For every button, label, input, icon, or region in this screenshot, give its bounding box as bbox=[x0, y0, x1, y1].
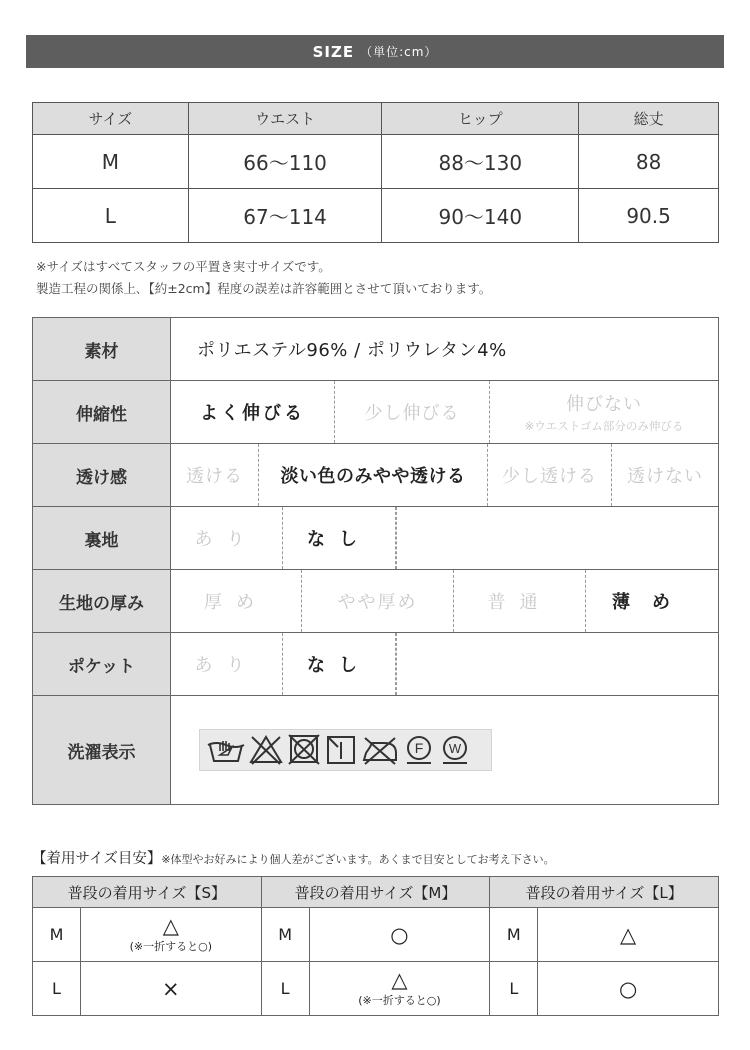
fit-mark: ○ bbox=[390, 922, 409, 947]
fit-mark: △ bbox=[162, 914, 179, 938]
sheer-option-light-colors: 淡い色のみやや透ける bbox=[259, 444, 488, 506]
fit-header-m: 普段の着用サイズ【M】 bbox=[261, 877, 490, 908]
row-lining bbox=[33, 507, 719, 570]
fit-title-text: 【着用サイズ目安】 bbox=[32, 851, 162, 867]
fit-cell-l bbox=[538, 908, 719, 962]
header-hip: ヒップ bbox=[382, 103, 579, 135]
cell-waist: 66〜110 bbox=[188, 135, 382, 189]
sheer-option-none: 透けない bbox=[627, 466, 703, 487]
fit-guide-title bbox=[32, 847, 555, 868]
pocket-empty bbox=[396, 633, 718, 695]
table-row bbox=[33, 908, 719, 962]
fit-mark: × bbox=[161, 976, 180, 1001]
hand-wash-40-icon bbox=[206, 733, 246, 767]
thickness-option-thin: 薄め bbox=[612, 592, 692, 613]
row-pocket bbox=[33, 633, 719, 696]
fit-cell-m bbox=[309, 908, 490, 962]
sheer-option-sheer: 透ける bbox=[171, 444, 259, 506]
row-stretch bbox=[33, 381, 719, 444]
size-banner-title: SIZE bbox=[312, 42, 355, 61]
row-material bbox=[33, 318, 719, 381]
fit-size: M bbox=[33, 908, 81, 962]
table-row bbox=[33, 189, 719, 243]
wet-clean-w-icon bbox=[438, 733, 472, 767]
header-length: 総丈 bbox=[579, 103, 719, 135]
fit-mark: ○ bbox=[618, 976, 638, 1001]
lining-option-yes: あり bbox=[171, 507, 283, 569]
row-wash bbox=[33, 696, 719, 805]
thickness-option-thick: 厚め bbox=[171, 570, 302, 632]
cell-size: M bbox=[33, 135, 189, 189]
stretch-option-none-label: 伸びない bbox=[566, 394, 642, 415]
fit-header-s: 普段の着用サイズ【S】 bbox=[33, 877, 262, 908]
fit-note: ※体型やお好みにより個人差がございます。あくまで目安としてお考え下さい。 bbox=[161, 853, 555, 866]
size-banner bbox=[26, 35, 724, 68]
sheer-label: 透け感 bbox=[33, 444, 171, 507]
header-size: サイズ bbox=[33, 103, 189, 135]
row-sheer bbox=[33, 444, 719, 507]
cell-length: 90.5 bbox=[579, 189, 719, 243]
dry-clean-f-icon bbox=[402, 733, 436, 767]
size-table bbox=[32, 102, 719, 243]
no-iron-icon bbox=[360, 733, 400, 767]
wash-label-header: 洗濯表示 bbox=[33, 696, 171, 805]
lining-label: 裏地 bbox=[33, 507, 171, 570]
note-line: 製造工程の関係上､【約±2cm】程度の誤差は許容範囲とさせて頂いております。 bbox=[36, 281, 492, 296]
pocket-label: ポケット bbox=[33, 633, 171, 696]
size-banner-unit: （単位:cm） bbox=[360, 45, 438, 59]
lining-empty bbox=[396, 507, 718, 569]
cell-length: 88 bbox=[579, 135, 719, 189]
fit-table bbox=[32, 876, 719, 1016]
svg-text:W: W bbox=[448, 741, 462, 756]
fit-header-l: 普段の着用サイズ【L】 bbox=[490, 877, 719, 908]
fit-size: L bbox=[261, 962, 309, 1016]
material-value: ポリエステル96% / ポリウレタン4% bbox=[197, 340, 507, 361]
fit-size: M bbox=[490, 908, 538, 962]
fit-size: M bbox=[261, 908, 309, 962]
fit-table-header bbox=[33, 877, 719, 908]
fit-cell-m bbox=[309, 962, 490, 1016]
fit-size: L bbox=[490, 962, 538, 1016]
fit-mark: △ bbox=[391, 968, 408, 992]
header-waist: ウエスト bbox=[188, 103, 382, 135]
no-tumble-dry-icon bbox=[286, 733, 322, 767]
fit-cell-note: (※一折すると○) bbox=[358, 994, 441, 1007]
stretch-option-none bbox=[490, 381, 718, 443]
stretch-option-very: よく伸びる bbox=[171, 381, 335, 443]
stretch-option-slight: 少し伸びる bbox=[335, 381, 490, 443]
thickness-label: 生地の厚み bbox=[33, 570, 171, 633]
table-row bbox=[33, 962, 719, 1016]
cell-size: L bbox=[33, 189, 189, 243]
fit-cell-l bbox=[538, 962, 719, 1016]
material-label: 素材 bbox=[33, 318, 171, 381]
svg-text:F: F bbox=[414, 740, 424, 756]
line-dry-shade-icon bbox=[324, 733, 358, 767]
fit-cell-note: (※一折すると○) bbox=[129, 940, 212, 953]
stretch-label: 伸縮性 bbox=[33, 381, 171, 444]
table-row bbox=[33, 135, 719, 189]
note-line: ※サイズはすべてスタッフの平置き実寸サイズです。 bbox=[36, 259, 331, 274]
pocket-option-yes: あり bbox=[171, 633, 283, 695]
attribute-table bbox=[32, 317, 719, 805]
fit-mark: △ bbox=[620, 922, 637, 947]
row-thickness bbox=[33, 570, 719, 633]
pocket-option-no: なし bbox=[283, 633, 396, 695]
thickness-option-normal: 普通 bbox=[454, 570, 586, 632]
fit-cell-s bbox=[80, 908, 261, 962]
lining-option-no: なし bbox=[283, 507, 396, 569]
thickness-option-slightly-thick: やや厚め bbox=[302, 570, 454, 632]
fit-size: L bbox=[33, 962, 81, 1016]
no-bleach-icon bbox=[248, 733, 284, 767]
size-table-header bbox=[33, 103, 719, 135]
stretch-sub-note: ※ウエストゴム部分のみ伸びる bbox=[524, 419, 684, 433]
cell-hip: 90〜140 bbox=[382, 189, 579, 243]
cell-hip: 88〜130 bbox=[382, 135, 579, 189]
size-notes bbox=[36, 256, 491, 300]
sheer-option-slightly: 少し透ける bbox=[488, 444, 612, 506]
cell-waist: 67〜114 bbox=[188, 189, 382, 243]
care-label bbox=[199, 729, 492, 771]
fit-cell-s bbox=[80, 962, 261, 1016]
